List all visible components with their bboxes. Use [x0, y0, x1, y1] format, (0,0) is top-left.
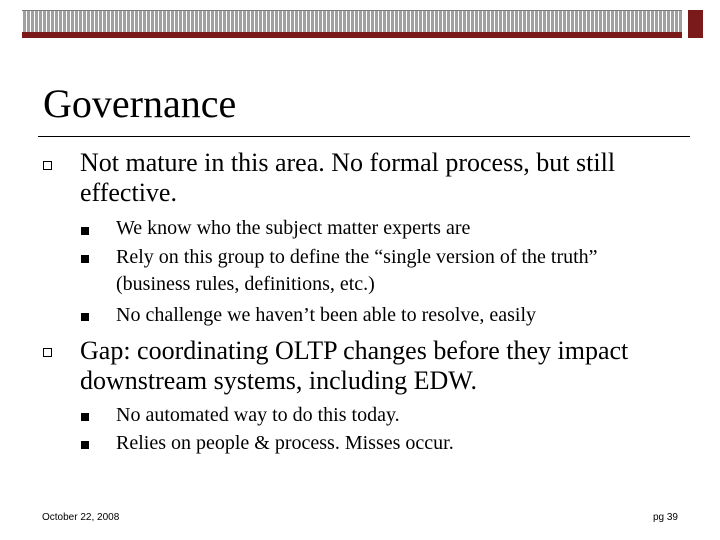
footer-date: October 22, 2008: [42, 512, 120, 523]
filled-square-bullet-icon: [81, 227, 89, 235]
sub-bullet-text: Rely on this group to define the “single version of the truth” (business rules, definitions, etc.): [116, 246, 598, 295]
bullet-text: Not mature in this area. No formal process, but still effective.: [80, 148, 616, 207]
decorative-corner-square: [688, 10, 703, 38]
sub-bullet-text: We know who the subject matter experts are: [116, 217, 471, 239]
hollow-square-bullet-icon: [43, 161, 52, 170]
sub-bullet-text: No challenge we haven’t been able to resolve, easily: [116, 304, 537, 326]
sub-bullet-text: No automated way to do this today.: [116, 404, 400, 426]
sub-bullet-text: Relies on people & process. Misses occur.: [116, 432, 454, 454]
bullet-text: Gap: coordinating OLTP changes before they impact downstream systems, including EDW.: [80, 336, 629, 395]
title-divider: [38, 136, 690, 137]
filled-square-bullet-icon: [81, 313, 89, 321]
page-number: pg 39: [652, 512, 678, 523]
filled-square-bullet-icon: [81, 413, 89, 421]
decorative-header-bar: [22, 10, 682, 38]
hollow-square-bullet-icon: [43, 348, 52, 357]
slide-title: Governance: [43, 81, 237, 126]
filled-square-bullet-icon: [81, 441, 89, 449]
filled-square-bullet-icon: [81, 255, 89, 263]
